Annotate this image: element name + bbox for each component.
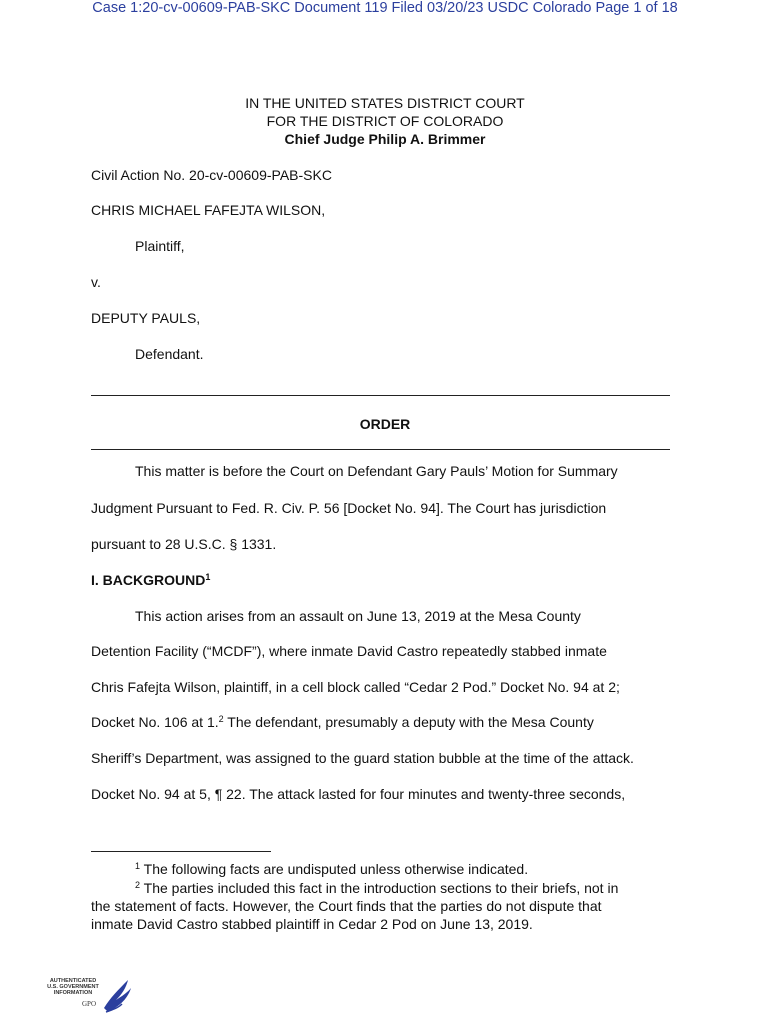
footnote-2 xyxy=(135,879,618,897)
versus: v. xyxy=(91,274,101,290)
defendant-name: DEPUTY PAULS, xyxy=(91,310,201,326)
footnote-1-text: The following facts are undisputed unless otherwise indicated. xyxy=(140,861,529,877)
plaintiff-role: Plaintiff, xyxy=(135,238,185,254)
divider-bottom xyxy=(91,449,670,450)
section-heading xyxy=(91,572,210,588)
footnote-divider xyxy=(91,851,271,852)
defendant-role: Defendant. xyxy=(135,346,204,362)
body-line-1: This action arises from an assault on June 13, 2019 at the Mesa County xyxy=(135,608,581,624)
body-line-4 xyxy=(91,714,594,730)
intro-line-3: pursuant to 28 U.S.C. § 1331. xyxy=(91,536,277,552)
footnote-2-line-1: The parties included this fact in the introduction sections to their briefs, not in xyxy=(140,880,619,896)
footnote-ref-2: 2 xyxy=(218,714,224,724)
footnote-2-line-3: inmate David Castro stabbed plaintiff in Cedar 2 Pod on June 13, 2019. xyxy=(91,916,533,932)
court-line-2: FOR THE DISTRICT OF COLORADO xyxy=(266,113,504,129)
gpo-authenticated-logo xyxy=(44,974,134,1018)
header-stamp: Case 1:20-cv-00609-PAB-SKC Document 119 Filed 03/20/23 USDC Colorado Page 1 of 18 xyxy=(92,0,678,16)
intro-line-1: This matter is before the Court on Defendant Gary Pauls’ Motion for Summary xyxy=(135,463,618,479)
court-line-1: IN THE UNITED STATES DISTRICT COURT xyxy=(245,95,525,111)
divider-top xyxy=(91,395,670,396)
body-line-5: Sheriff’s Department, was assigned to the guard station bubble at the time of the attack. xyxy=(91,750,634,766)
section-heading-text: I. BACKGROUND xyxy=(91,572,206,588)
footnote-2-line-2: the statement of facts. However, the Court finds that the parties do not dispute that xyxy=(91,898,602,914)
order-title: ORDER xyxy=(359,416,411,432)
body-line-4-end: The defendant, presumably a deputy with the Mesa County xyxy=(223,714,594,730)
gpo-logo-text: AUTHENTICATED U.S. GOVERNMENT INFORMATION xyxy=(47,978,99,996)
body-line-4-start: Docket No. 106 at 1. xyxy=(91,714,219,730)
civil-action-number: Civil Action No. 20-cv-00609-PAB-SKC xyxy=(91,167,332,183)
footnote-ref-1: 1 xyxy=(205,572,211,582)
eagle-icon xyxy=(100,974,134,1018)
plaintiff-name: CHRIS MICHAEL FAFEJTA WILSON, xyxy=(91,202,326,218)
body-line-3: Chris Fafejta Wilson, plaintiff, in a cell block called “Cedar 2 Pod.” Docket No. 94 at 2; xyxy=(91,679,620,695)
judge-line: Chief Judge Philip A. Brimmer xyxy=(284,131,486,147)
footnote-1 xyxy=(135,860,528,878)
footnote-2-mark: 2 xyxy=(135,880,141,890)
intro-line-2: Judgment Pursuant to Fed. R. Civ. P. 56 [Docket No. 94]. The Court has jurisdiction xyxy=(91,500,607,516)
footnote-1-mark: 1 xyxy=(135,861,141,871)
body-line-2: Detention Facility (“MCDF”), where inmate David Castro repeatedly stabbed inmate xyxy=(91,643,607,659)
gpo-abbreviation: GPO xyxy=(82,1000,97,1008)
body-line-6: Docket No. 94 at 5, ¶ 22. The attack lasted for four minutes and twenty-three seconds, xyxy=(91,786,626,802)
